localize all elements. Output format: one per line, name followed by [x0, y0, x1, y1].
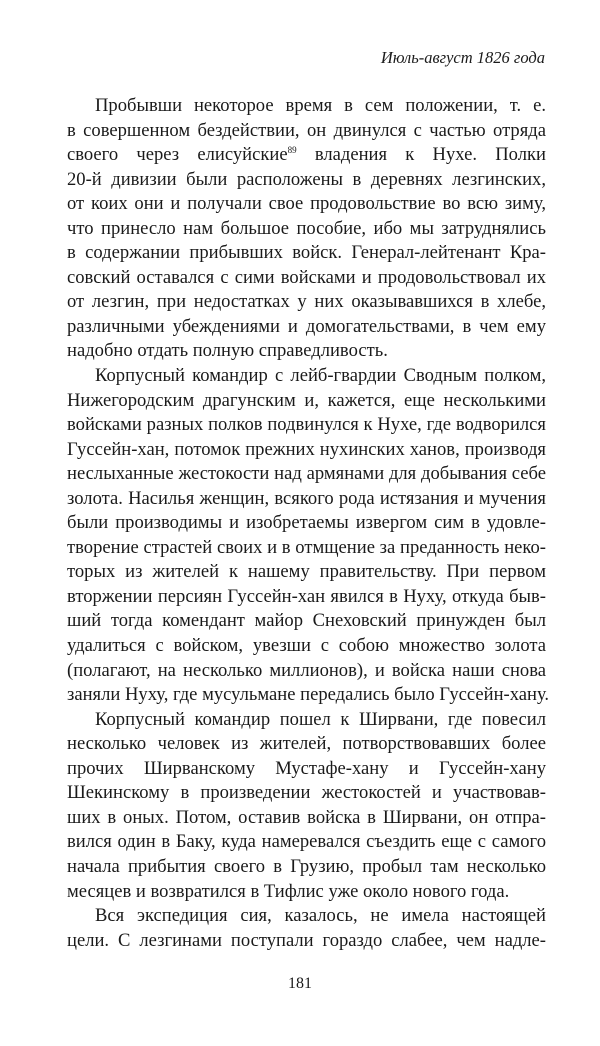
- paragraph: [67, 904, 546, 953]
- text-line: золота. Насилья женщин, всякого рода истязания и мучения: [67, 487, 546, 509]
- text-line: в совершенном бездействии, он двинулся с частью отряда: [67, 119, 546, 141]
- text-line: совский оставался с сими войсками и продовольствовал их: [67, 266, 546, 288]
- text-line: Гуссейн-хан, потомок прежних нухинских ханов, производя: [67, 438, 546, 460]
- text-line: торых из жителей к нашему правительству. При первом: [67, 561, 546, 583]
- paragraph: [67, 364, 550, 708]
- text-line: цели. С лезгинами поступали гораздо слабее, чем надле-: [67, 929, 546, 951]
- text-line: Шекинскому в произведении жестокостей и участвовав-: [67, 782, 546, 804]
- running-head: Июль-август 1826 года: [380, 48, 545, 67]
- footnote-marker: 89: [287, 145, 297, 156]
- text-line: Корпусный командир пошел к Ширвани, где повесил: [95, 708, 546, 730]
- page-number: 181: [288, 975, 312, 992]
- paragraph: [67, 708, 546, 904]
- text-line: были производимы и изобретаемы извергом сим в удовле-: [67, 512, 546, 534]
- text-line: (полагают, на несколько миллионов), и войска наши снова: [67, 659, 546, 681]
- text-line: удалиться с войском, увезши с собою множество золота: [67, 635, 546, 657]
- paragraph: [67, 94, 546, 364]
- text-line: надобно отдать полную справедливость.: [67, 340, 388, 362]
- text-line: войсками разных полков подвинулся к Нухе, где водворился: [67, 414, 546, 436]
- text-line: неслыханные жестокости над армянами для добывания себе: [67, 463, 546, 485]
- text-line: что принесло нам большое пособие, ибо мы затруднялись: [67, 217, 546, 239]
- text-line: творение страстей своих и в отмщение за преданность неко-: [67, 536, 546, 558]
- text-line: прочих Ширванскому Мустафе-хану и Гуссейн-хану: [67, 757, 546, 779]
- text-line: вился один в Баку, куда намеревался съездить еще с самого: [67, 831, 546, 853]
- text-line: несколько человек из жителей, потворствовавших более: [67, 733, 546, 755]
- text-line: ших в оных. Потом, оставив войска в Ширвани, он отпра-: [67, 806, 546, 828]
- text-line: от коих они и получали свое продовольствие во всю зиму,: [67, 193, 546, 215]
- text-line: Вся экспедиция сия, казалось, не имела настоящей: [95, 905, 546, 927]
- text-line: от лезгин, при недостатках у них оказывавшихся в хлебе,: [67, 291, 546, 313]
- text-line: Пробывши некоторое время в сем положении, т. е.: [95, 95, 546, 116]
- text-line: начала прибытия своего в Грузию, пробыл там несколько: [67, 855, 546, 877]
- text-line: заняли Нуху, где мусульмане передались было Гуссейн-хану.: [67, 684, 550, 706]
- text-line: Корпусный командир с лейб-гвардии Сводным полком,: [95, 365, 546, 387]
- text-line: Нижегородским драгунским и, кажется, еще несколькими: [67, 389, 546, 411]
- text-line: различными убеждениями и домогательствами, в чем ему: [67, 315, 546, 337]
- text-line: 20-й дивизии были расположены в деревнях лезгинских,: [67, 168, 546, 190]
- body-text: [67, 94, 550, 953]
- text-line: ший тогда комендант майор Снеховский принужден был: [67, 610, 546, 632]
- text-line: месяцев и возвратился в Тифлис уже около нового года.: [67, 880, 510, 902]
- text-line: в содержании прибывших войск. Генерал-лейтенант Кра-: [67, 242, 546, 264]
- text-line: своего через елисуйские$^{89}$ владения к Нухе. Полки: [67, 144, 546, 166]
- text-line: вторжении персиян Гуссейн-хан явился в Нуху, откуда быв-: [67, 585, 546, 607]
